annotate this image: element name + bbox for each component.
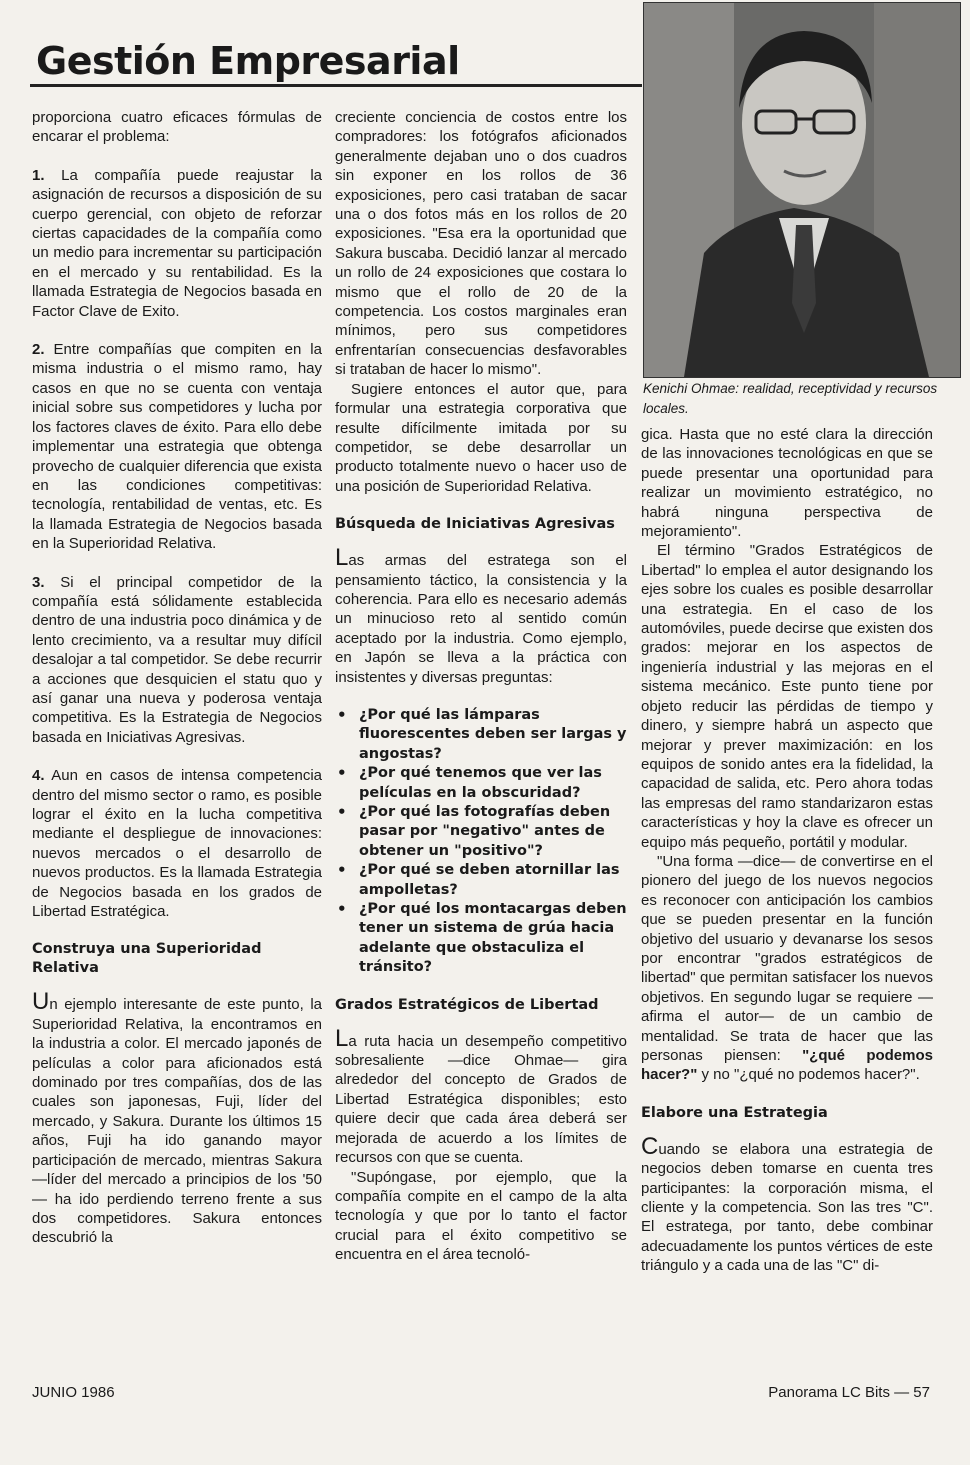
footer-page-number: Panorama LC Bits — 57 (768, 1384, 930, 1401)
drop-cap: L (335, 1024, 349, 1052)
list-item-3 (32, 573, 322, 748)
paragraph-termino: El término "Grados Estratégicos de Libertad" lo emplea el autor designando los ejes sobre los cuales es posible desarrollar una estrategia. En el caso de los automóviles, puede decirse que existen dos grados: mejorar en los aspectos de ingeniería industrial y las mejoras en el sistema mecánico. Este punto tiene por objeto reducir las pérdidas de tiempo y dinero, y siempre habrá un aspecto que mejorar y prever maximización: en los equipos de sonido antes era la fidelidad, la capacidad de salida, etc. Pero ahora todas las empresas del ramo standarizaron estas características y hoy la clave es ofrecer un equipo más pequeño, portátil y modular. (641, 542, 933, 851)
question-item: • ¿Por qué los montacargas deben tener un sistema de grúa hacia adelante que obstaculiza el tránsito? (359, 900, 627, 978)
item-text: La compañía puede reajustar la asignación de recursos a disposición de su cuerpo gerencial, con objeto de reforzar ciertas capacidades de la compañía como un medio para incrementar su participación en el mercado y su rentabilidad. Es la llamada Estrategia de Negocios basada en Factor Clave de Exito. (32, 166, 322, 320)
item-number: 4. (32, 767, 45, 785)
section-title: Gestión Empresarial (36, 39, 460, 83)
question-item: • ¿Por qué tenemos que ver las películas en la obscuridad? (359, 764, 627, 803)
paragraph-text: uando se elabora una estrategia de negocios deben tomarse en cuenta tres participantes: la corporación misma, el cliente y la competencia. Son las tres "C". El estratega, por tanto, debe combinar adecuadamente los puntos vértices de este triángulo y a cada una de las "C" di- (641, 1140, 933, 1275)
item-text: Entre compañías que compiten en la misma industria o el mismo ramo, hay casos en que no se cuenta con ventaja inicial sobre sus competidores y lucha por los factores claves de éxito. Para ello debe implementar una estrategia que obtenga provecho de cualquier diferencia que exista en las condiciones competitivas: tecnología, rentabilidad de ventas, etc. Es la llamada Estrategia de Negocios basada en la Superioridad Relativa. (32, 341, 322, 553)
subheading-grados: Grados Estratégicos de Libertad (335, 996, 599, 1013)
drop-cap: L (335, 544, 349, 572)
subheading-superioridad: Construya una Superioridad Relativa (32, 941, 262, 977)
column-1 (32, 108, 322, 1376)
item-number: 1. (32, 166, 45, 184)
column-2 (335, 108, 627, 1376)
paragraph-continuation: creciente conciencia de costos entre los compradores: los fotógrafos aficionados generalmente dejaban uno o dos cuadros sin exponer en los rollos de 36 exposiciones, pero casi trataban de sacar una o dos fotos más en los rollos de 20 exposiciones. "Esa era la oportunidad que Sakura buscaba. Decidió lanzar al mercado un rollo de 24 exposiciones que costara lo mismo que el rollo de 20 de la competencia. Los costos marginales eran mínimos, pero sus competidores enfrentarían consecuencias desfavorables si trataban de hacer lo mismo". (335, 109, 627, 379)
list-item-2 (32, 340, 322, 553)
title-rule (30, 84, 642, 87)
portrait-image (644, 3, 960, 377)
intro-paragraph: proporciona cuatro eficaces fórmulas de encarar el problema: (32, 109, 322, 146)
footer-date: JUNIO 1986 (32, 1384, 115, 1401)
paragraph-text-end: y no "¿qué no podemos hacer?". (701, 1066, 920, 1084)
list-item-1 (32, 166, 322, 321)
author-photo (643, 2, 961, 378)
paragraph-forma (641, 852, 933, 1085)
column-3 (641, 425, 933, 1376)
question-item: • ¿Por qué se deben atornillar las ampolletas? (359, 861, 627, 900)
questions-list (335, 706, 627, 978)
question-item: • ¿Por qué las lámparas fluorescentes deben ser largas y angostas? (359, 706, 627, 764)
item-text: Si el principal competidor de la compañía está sólidamente establecida dentro de una industria poco dinámica y de lento crecimiento, va a resultar muy difícil desalojar a tal competidor. Se debe recurrir a acciones que desquicien el statu quo y así ganar una nueva y poderosa ventaja competitiva. Es la Estrategia de Negocios basada en Iniciativas Agresivas. (32, 573, 322, 746)
paragraph-text: as armas del estratega son el pensamiento táctico, la consistencia y la coherencia. Para ello es necesario además un minucioso reto al sentido común aceptado por la industria. Como ejemplo, en Japón se lleva a la práctica con insistentes y diversas preguntas: (335, 552, 627, 686)
paragraph-armas (335, 544, 627, 687)
paragraph-sugiere: Sugiere entonces el autor que, para formular una estrategia corporativa que resulte difícilmente imitada por su competidor, se debe desarrollar un producto totalmente nuevo o hacer uso de una posición de Superioridad Relativa. (335, 380, 627, 495)
item-text: Aun en casos de intensa competencia dentro del mismo sector o ramo, es posible lograr el éxito en la lucha competitiva mediante el despliegue de innovaciones: nuevos mercados o el desarrollo de nuevos productos. Es la llamada Estrategia de Negocios basada en los grados de Libertad Estratégica. (32, 767, 322, 921)
paragraph-continuation: gica. Hasta que no esté clara la dirección de las innovaciones tecnológicas en que se puede presentar una oportunidad para realizar un movimiento estratégico, no habrá ninguna perspectiva de mejoramiento". (641, 426, 933, 541)
subheading-iniciativas: Búsqueda de Iniciativas Agresivas (335, 516, 615, 533)
item-number: 3. (32, 573, 45, 591)
item-number: 2. (32, 341, 45, 359)
paragraph-suponga: "Supóngase, por ejemplo, que la compañía compite en el campo de la alta tecnología y que por lo tanto el factor crucial para el éxito competitivo se encuentra en el área tecnoló- (335, 1168, 627, 1264)
photo-caption: Kenichi Ohmae: realidad, receptividad y recursos locales. (643, 381, 938, 416)
drop-cap: U (32, 988, 50, 1016)
subheading-elabore: Elabore una Estrategia (641, 1104, 828, 1121)
paragraph-text: n ejemplo interesante de este punto, la Superioridad Relativa, la encontramos en la industria a color. El mercado japonés de películas a color para aficionados está dominado por tres compañías, dos de las cuales son japonesas, Fuji, líder del mercado, y Sakura. Durante los últimos 15 años, Fuji ha ido ganando mayor participación de mercado, mientras Sakura —líder del mercado a principios de los '50— ha ido perdiendo terreno frente a sus dos competidores. Sakura entonces descubrió la (32, 996, 322, 1247)
paragraph-ruta (335, 1024, 627, 1168)
drop-cap: C (641, 1132, 659, 1160)
paragraph-text: a ruta hacia un desempeño competitivo sobresaliente —dice Ohmae— gira alrededor del concepto de Grados de Libertad Estratégica disponibles; esto quiere decir que cada área deberá ser mejorada de acuerdo a los límites de recursos con que se cuenta. (335, 1032, 627, 1167)
bold-quote: "¿qué podemos hacer?" (641, 1047, 933, 1084)
paragraph-cuando (641, 1132, 933, 1276)
question-item: • ¿Por qué las fotografías deben pasar por "negativo" antes de obtener un "positivo"? (359, 803, 627, 861)
paragraph-text: "Una forma —dice— de convertirse en el pionero del juego de los nuevos negocios es reconocer con anticipación los cambios que se pueden presentar en la función objetivo del usuario y devanarse los sesos por encontrar "grados estratégicos de libertad" que permitan satisfacer los nuevos objetivos. En segundo lugar se requiere —afirma el autor— de un cambio de mentalidad. Se trata de hacer que las personas piensen: (641, 852, 933, 1064)
paragraph-superioridad (32, 988, 322, 1247)
list-item-4 (32, 766, 322, 921)
